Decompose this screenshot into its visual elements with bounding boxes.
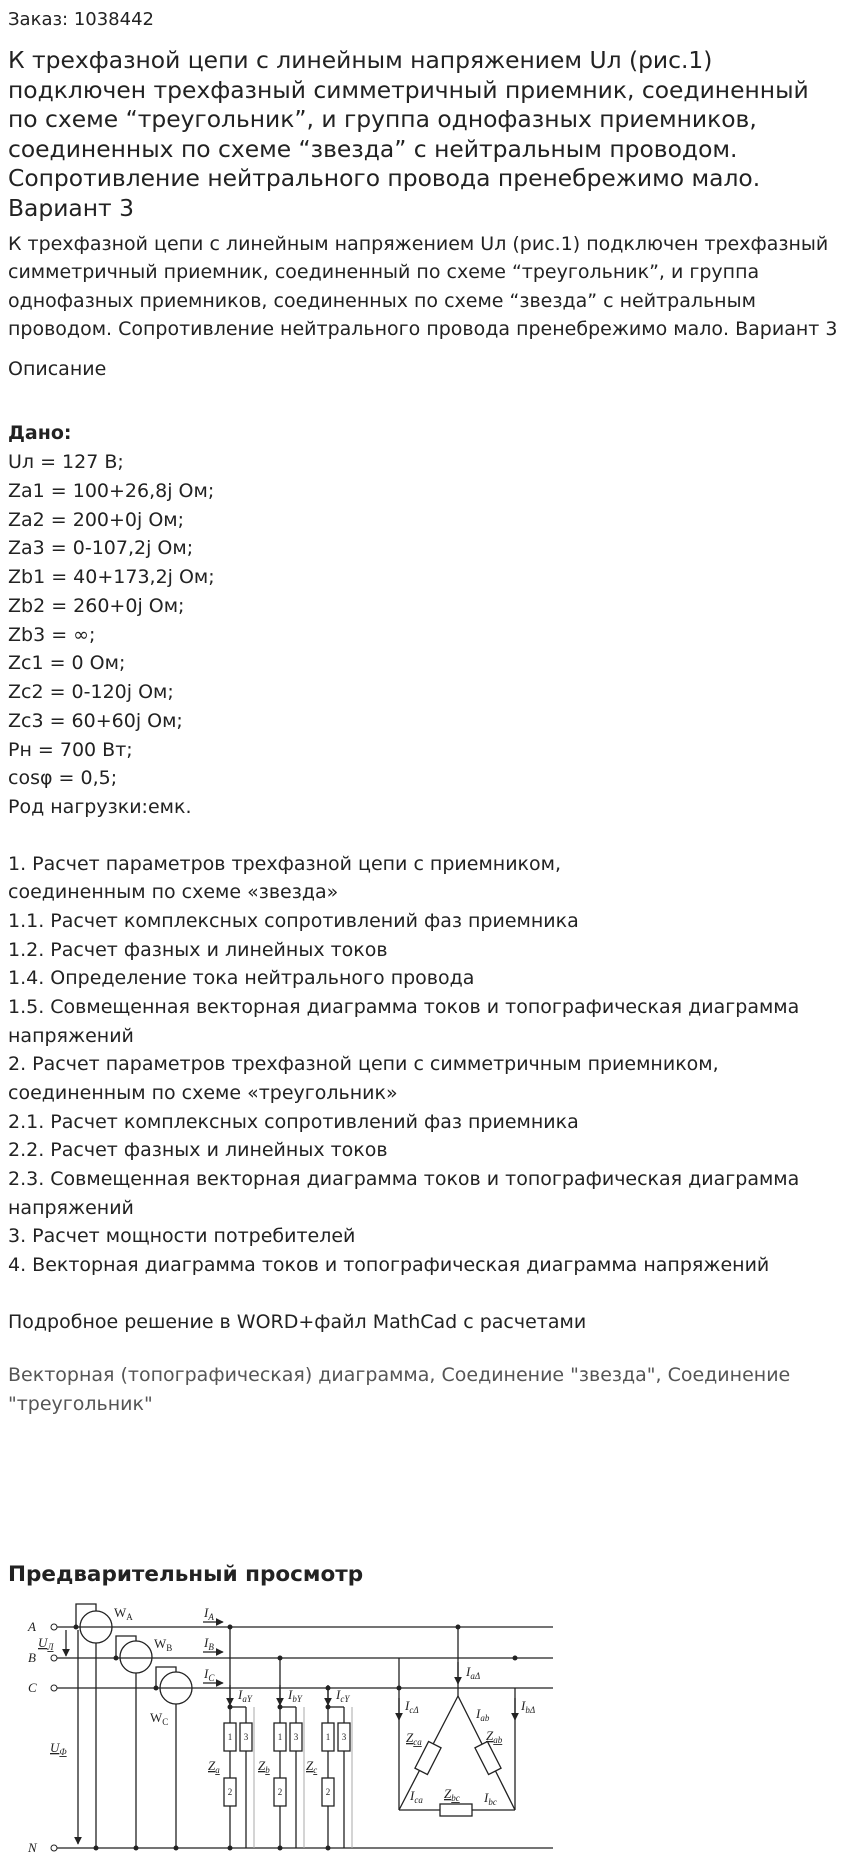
description-label: Описание [8, 358, 107, 380]
given-line: Zc2 = 0-120j Ом; [8, 681, 174, 703]
wattmeter-label: W [154, 1636, 167, 1651]
given-line: Pн = 700 Вт; [8, 739, 133, 761]
current-subscript: bY [292, 1694, 302, 1704]
svg-text:IbY [287, 1687, 303, 1704]
node-label: N [28, 1840, 37, 1855]
current-label: I [405, 1698, 410, 1713]
contents-item: напряжений [8, 1025, 134, 1047]
resistor-number: 3 [341, 1732, 347, 1742]
contents-item: 2. Расчет параметров трехфазной цепи с симметричным приемником, [8, 1053, 719, 1075]
current-label: I [204, 1666, 209, 1681]
given-line: Zb3 = ∞; [8, 624, 96, 646]
current-label: I [484, 1790, 489, 1805]
svg-text:IB [203, 1635, 214, 1652]
current-subscript: bc [488, 1797, 497, 1807]
current-label: I [238, 1687, 243, 1702]
svg-text:IC [203, 1666, 215, 1683]
svg-text:WA [114, 1605, 133, 1622]
circuit-diagram [18, 1600, 558, 1858]
svg-text:UЛ [38, 1635, 54, 1652]
wattmeter-subscript: B [166, 1643, 173, 1653]
impedance-label: Z [258, 1758, 266, 1773]
wattmeter-label: W [114, 1605, 127, 1620]
current-subscript: ab [480, 1713, 490, 1723]
impedance-label: Z [406, 1730, 414, 1745]
current-subscript: B [208, 1642, 214, 1652]
impedance-subscript: ab [493, 1735, 503, 1745]
voltage-label: U [50, 1740, 60, 1755]
contents-item: 1.2. Расчет фазных и линейных токов [8, 939, 388, 961]
current-label: I [336, 1687, 341, 1702]
impedance-label: Z [444, 1786, 452, 1801]
page-title: К трехфазной цепи с линейным напряжением Uл (рис.1) подключен трехфазный симметричный приемник, соединенный по схеме “треугольник”, и группа однофазных приемников, соединенных по схеме “звезда” с нейтральным проводом. Сопротивление нейтрального провода пренебрежимо мало. Вариант 3 [8, 46, 809, 222]
current-label: I [476, 1706, 481, 1721]
current-subscript: cY [340, 1694, 350, 1704]
resistor-number: 2 [325, 1787, 331, 1797]
svg-text:Zbc [444, 1786, 460, 1803]
node-label: C [28, 1680, 37, 1695]
given-line: Uл = 127 В; [8, 451, 124, 473]
resistor-number: 2 [227, 1787, 233, 1797]
svg-text:Zb [258, 1758, 270, 1775]
resistor-number: 1 [227, 1732, 233, 1742]
contents-item: 1. Расчет параметров трехфазной цепи с приемником, [8, 853, 562, 875]
current-subscript: aΔ [470, 1671, 481, 1681]
resistor-number: 3 [293, 1732, 299, 1742]
given-line: Za3 = 0-107,2j Ом; [8, 537, 194, 559]
given-line: cosφ = 0,5; [8, 767, 118, 789]
svg-text:IaY [237, 1687, 253, 1704]
svg-text:IcY [335, 1687, 350, 1704]
impedance-label: Z [208, 1758, 216, 1773]
contents-item: 2.1. Расчет комплексных сопротивлений фаз приемника [8, 1111, 579, 1133]
svg-text:WC [150, 1710, 168, 1727]
tag-links[interactable]: Векторная (топографическая) диаграмма, Соединение "звезда", Соединение "треугольник" [8, 1364, 791, 1415]
contents-item: 1.5. Совмещенная векторная диаграмма токов и топографическая диаграмма [8, 996, 800, 1018]
given-line: Zb2 = 260+0j Ом; [8, 595, 185, 617]
contents-item: 1.4. Определение тока нейтрального провода [8, 967, 475, 989]
impedance-subscript: bc [451, 1793, 460, 1803]
svg-text:Za [208, 1758, 220, 1775]
contents-item: соединенным по схеме «треугольник» [8, 1082, 398, 1104]
contents-item: 1.1. Расчет комплексных сопротивлений фаз приемника [8, 910, 579, 932]
svg-text:IbΔ [520, 1698, 535, 1715]
impedance-subscript: c [313, 1765, 318, 1775]
voltage-subscript: Л [47, 1642, 54, 1652]
contents-item: 3. Расчет мощности потребителей [8, 1225, 356, 1247]
current-subscript: cΔ [409, 1705, 419, 1715]
contents-item: 2.2. Расчет фазных и линейных токов [8, 1139, 388, 1161]
current-subscript: A [208, 1612, 214, 1622]
current-label: I [288, 1687, 293, 1702]
wattmeter-label: W [150, 1710, 163, 1725]
svg-text:Zca [406, 1730, 422, 1747]
given-line: Zb1 = 40+173,2j Ом; [8, 566, 215, 588]
given-line: Za1 = 100+26,8j Ом; [8, 480, 215, 502]
svg-text:UФ [50, 1740, 67, 1757]
given-line: Zc1 = 0 Ом; [8, 652, 126, 674]
svg-text:IaΔ [465, 1664, 480, 1681]
impedance-subscript: b [265, 1765, 270, 1775]
resistor-number: 1 [325, 1732, 331, 1742]
svg-text:IcΔ [404, 1698, 419, 1715]
svg-text:WB [154, 1636, 172, 1653]
wattmeter-subscript: A [126, 1612, 133, 1622]
contents-item: 4. Векторная диаграмма токов и топографическая диаграмма напряжений [8, 1254, 770, 1276]
wattmeter-subscript: C [162, 1717, 169, 1727]
contents-item: напряжений [8, 1197, 134, 1219]
given-line: Zc3 = 60+60j Ом; [8, 710, 183, 732]
current-label: I [521, 1698, 526, 1713]
svg-text:Ibc [483, 1790, 497, 1807]
current-label: I [204, 1635, 209, 1650]
preview-heading: Предварительный просмотр [8, 1562, 364, 1587]
current-subscript: ca [414, 1795, 423, 1805]
lead-paragraph: К трехфазной цепи с линейным напряжением Uл (рис.1) подключен трехфазный симметричный приемник, соединенный по схеме “треугольник”, и группа однофазных приемников, соединенных по схеме “звезда” с нейтральным проводом. Сопротивление нейтрального провода пренебрежимо мало. Вариант 3 [8, 233, 838, 341]
node-label: B [28, 1650, 36, 1665]
svg-text:Zab [486, 1728, 503, 1745]
current-subscript: aY [242, 1694, 252, 1704]
resistor-number: 1 [277, 1732, 283, 1742]
contents-item: 2.3. Совмещенная векторная диаграмма токов и топографическая диаграмма [8, 1168, 800, 1190]
voltage-subscript: Ф [59, 1747, 67, 1757]
impedance-label: Z [486, 1728, 494, 1743]
given-line: Za2 = 200+0j Ом; [8, 509, 185, 531]
order-number: Заказ: 1038442 [8, 9, 154, 30]
current-label: I [410, 1788, 415, 1803]
impedance-subscript: a [215, 1765, 220, 1775]
node-label: A [28, 1619, 36, 1634]
resistor-number: 2 [277, 1787, 283, 1797]
impedance-label: Z [306, 1758, 314, 1773]
svg-text:Iab [475, 1706, 490, 1723]
impedance-subscript: ca [413, 1737, 422, 1747]
voltage-label: U [38, 1635, 48, 1650]
svg-text:Zc [306, 1758, 317, 1775]
solution-note: Подробное решение в WORD+файл MathCad с расчетами [8, 1311, 587, 1333]
resistor-number: 3 [243, 1732, 249, 1742]
current-subscript: bΔ [525, 1705, 536, 1715]
current-subscript: C [208, 1673, 215, 1683]
contents-item: соединенным по схеме «звезда» [8, 881, 339, 903]
current-label: I [466, 1664, 471, 1679]
svg-text:Ica [409, 1788, 423, 1805]
given-line: Род нагрузки:емк. [8, 796, 192, 818]
current-label: I [204, 1605, 209, 1620]
given-heading: Дано: [8, 422, 72, 444]
svg-text:IA [203, 1605, 214, 1622]
